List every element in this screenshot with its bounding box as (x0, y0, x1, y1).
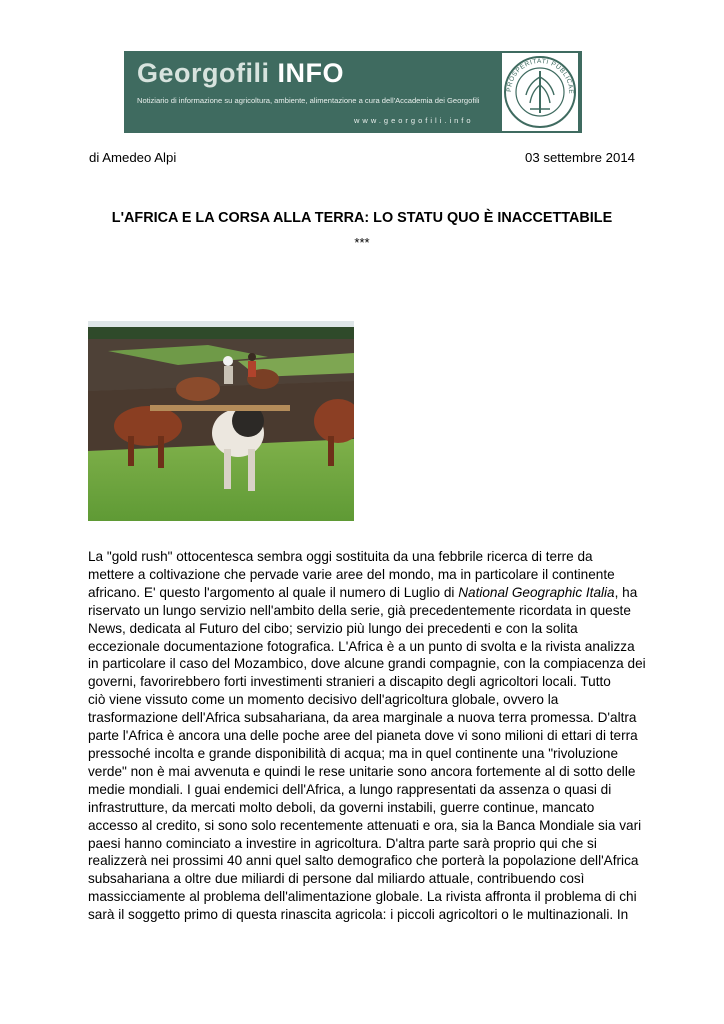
article-line: riservato un lungo servizio nell'ambito della serie, già precedentemente ricordata in queste (88, 602, 631, 618)
article-body (88, 548, 646, 924)
article-line: La "gold rush" ottocentesca sembra oggi sostituita da una febbrile ricerca di terre da (88, 549, 593, 564)
brand-title (137, 58, 344, 89)
academy-seal-icon (502, 53, 578, 131)
article-line: pressoché incolta e grande disponibilità di acqua; ma in quel continente una "rivoluzione (88, 745, 619, 761)
article-line: in particolare il caso del Mozambico, dove alcune grandi compagnie, con la compiacenza dei (88, 656, 646, 672)
article-line: News, dedicata al Futuro del cibo; servizio più lungo dei precedenti e con la solita (88, 620, 578, 636)
article-line (88, 584, 638, 602)
article-line-text: africano. E' questo l'argomento al quale il numero di Luglio di (88, 584, 459, 600)
article-line: mettere a coltivazione che pervade varie aree del mondo, ma in particolare il continente (88, 566, 615, 582)
brand-suffix: INFO (277, 58, 345, 88)
article-line: eccezionale documentazione fotografica. L'Africa è a un punto di svolta e la rivista analizza (88, 638, 635, 654)
author: di Amedeo Alpi (89, 150, 177, 165)
article-line: ciò viene vissuto come un momento decisivo dell'agricoltura globale, ovvero la (88, 692, 559, 708)
article-line: realizzerà nei prossimi 40 anni quel salto demografico che porterà la popolazione dell'Africa (88, 853, 639, 869)
article-line-tail: , ha (614, 584, 638, 600)
article-line: subsahariana a oltre due miliardi di persone dal miliardo attuale, contribuendo così (88, 871, 585, 887)
title-separator: *** (354, 235, 370, 250)
article-line: verde" non è mai avvenuta e quindi le rese unitarie sono ancora fortemente al di sotto delle (88, 763, 636, 779)
article-line: sarà il soggetto primo di questa rinascita agricola: i piccoli agricoltori o le multinazionali. In (88, 907, 629, 923)
brand-tagline: Notiziario di informazione su agricoltura, ambiente, alimentazione a cura dell'Accademia dei Georgofili (137, 96, 480, 105)
seal-lettering: PROSPERITATI PUBLICAE (505, 57, 575, 95)
article-title: L'AFRICA E LA CORSA ALLA TERRA: LO STATU QUO È INACCETTABILE (111, 210, 613, 226)
header-banner (124, 51, 582, 133)
article-line: accesso al credito, si sono solo recentemente attenuati e ora, sia la Banca Mondiale sia vari (88, 817, 642, 833)
brand-name: Georgofili (137, 58, 270, 88)
site-url[interactable]: www.georgofili.info (354, 116, 474, 125)
article-photo (88, 321, 354, 521)
article-line: infrastrutture, da mercati molto deboli, da governi instabili, guerre continue, mancato (88, 799, 595, 815)
article-line: massicciamente al problema dell'alimentazione globale. La rivista affronta il problema di chi (88, 889, 637, 905)
magazine-name: National Geographic Italia (458, 584, 615, 600)
article-line: parte l'Africa è ancora una delle poche aree del pianeta dove vi sono milioni di ettari di terra (88, 728, 638, 744)
article-line: governi, favorirebbero forti investimenti stranieri a discapito degli agricoltori locali. Tutto (88, 674, 611, 690)
article-line: medie mondiali. I guai endemici dell'Africa, a lungo rappresentati da assenza o quasi di (88, 781, 612, 797)
publication-date: 03 settembre 2014 (525, 150, 635, 165)
article-line: trasformazione dell'Africa subsahariana, da area marginale a nuova terra promessa. D'altra (88, 710, 637, 726)
article-line: paesi hanno cominciato a investire in agricoltura. D'altra parte sarà proprio qui che si (88, 835, 597, 851)
